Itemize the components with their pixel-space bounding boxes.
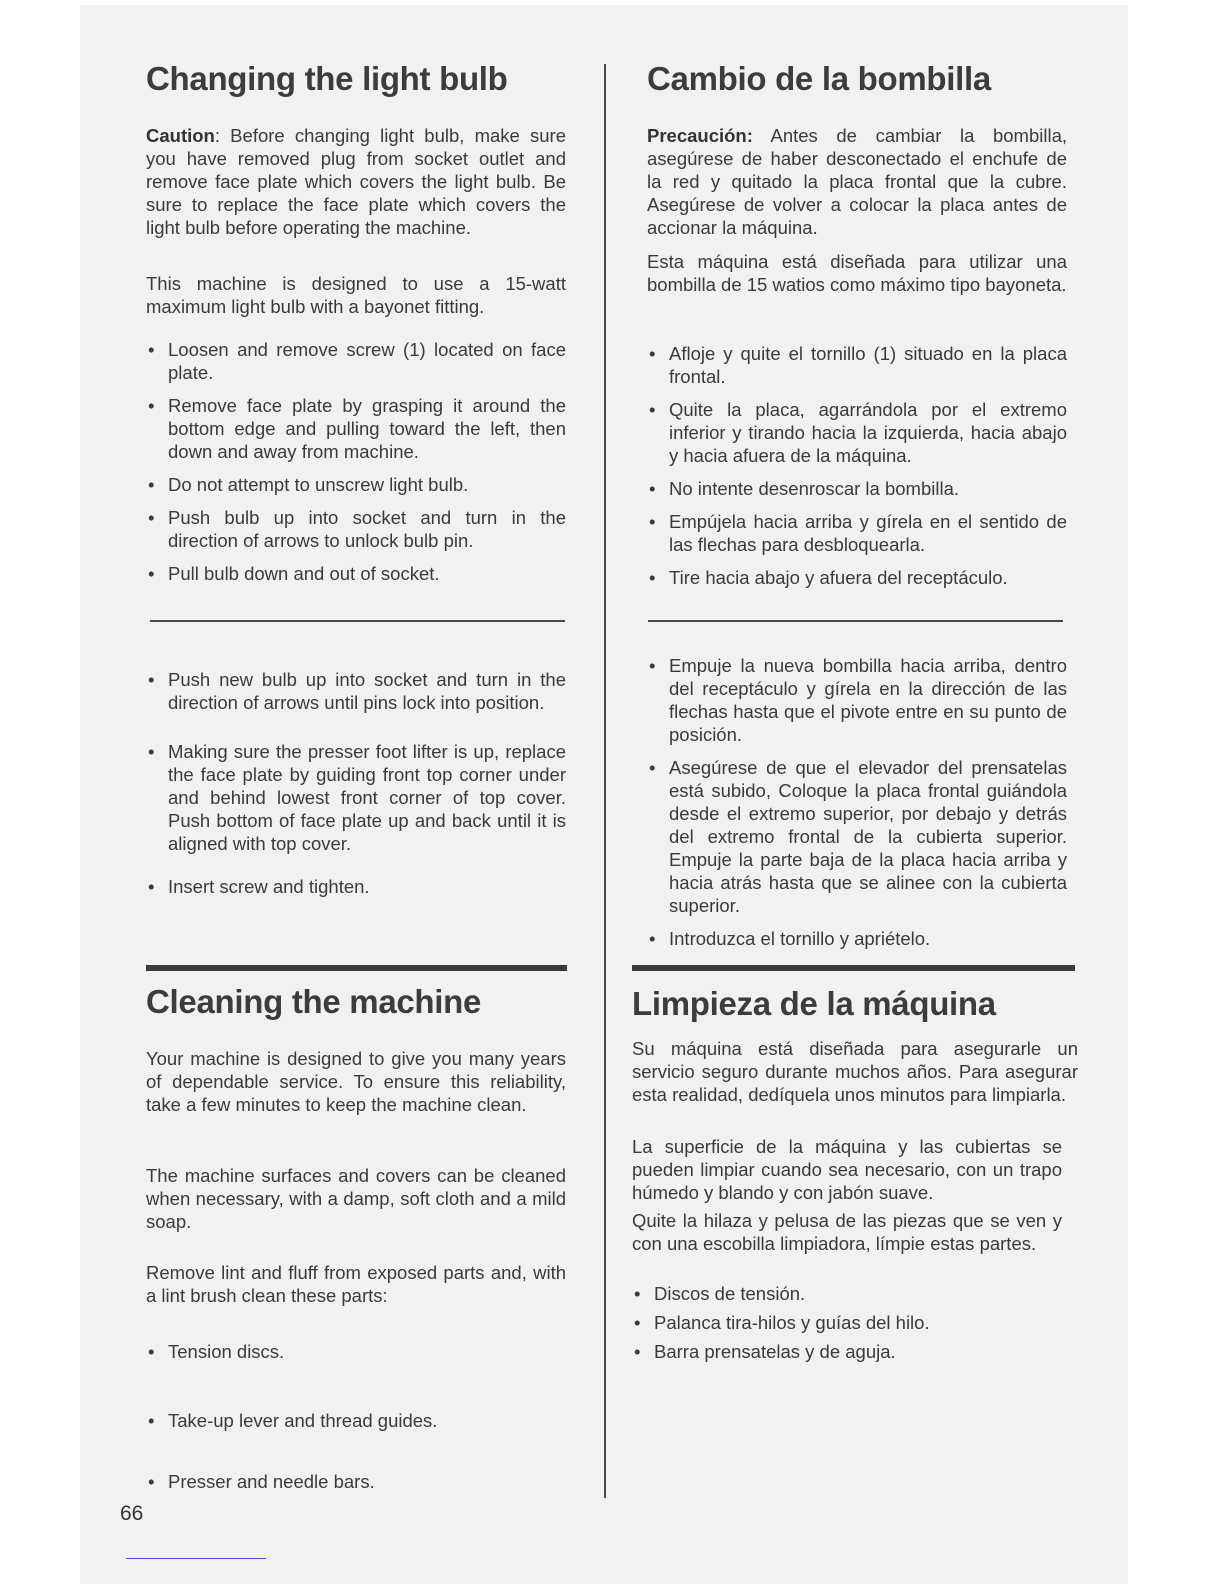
heading-limpieza-maquina: Limpieza de la máquina [632, 985, 996, 1022]
install-steps-list [146, 668, 566, 898]
cleaning-lint-paragraph: Remove lint and fluff from exposed parts and, with a lint brush clean these parts: [146, 1262, 566, 1306]
cleaning-intro-paragraph: Your machine is designed to give you many years of dependable service. To ensure this reliability, take a few minutes to keep the machine clean. [146, 1048, 566, 1115]
list-item: • Push bulb up into socket and turn in the direction of arrows to unlock bulb pin. [146, 506, 566, 552]
precaucion-label: Precaución: [647, 125, 753, 146]
page-number: 66 [120, 1502, 144, 1525]
heading-changing-light-bulb: Changing the light bulb [146, 60, 508, 97]
heading-rule [632, 965, 1075, 971]
list-item: • Palanca tira-hilos y guías del hilo. [632, 1311, 1072, 1334]
list-item: • Quite la placa, agarrándola por el extremo inferior y tirando hacia la izquierda, hacia abajo y hacia afuera de la máquina. [647, 398, 1067, 467]
list-item: • Loosen and remove screw (1) located on face plate. [146, 338, 566, 384]
bulb-spec-paragraph: This machine is designed to use a 15-watt maximum light bulb with a bayonet fitting. [146, 273, 566, 317]
list-item: • Asegúrese de que el elevador del prensatelas está subido, Coloque la placa frontal guiándola desde el extremo superior, por debajo y detrás del extremo frontal de la cubierta superior. Empuje la parte baja de la placa hacia arriba y hacia atrás hasta que se alinee con la cubierta superior. [647, 756, 1067, 917]
list-item: • Presser and needle bars. [146, 1470, 566, 1493]
list-item: • Remove face plate by grasping it around the bottom edge and pulling toward the left, then down and away from machine. [146, 394, 566, 463]
list-item: • Insert screw and tighten. [146, 875, 566, 898]
list-item: • Tire hacia abajo y afuera del receptáculo. [647, 566, 1067, 589]
precaucion-paragraph [647, 124, 1067, 239]
list-item: • Take-up lever and thread guides. [146, 1409, 566, 1432]
list-item: • Barra prensatelas y de aguja. [632, 1340, 1072, 1363]
heading-cambio-bombilla: Cambio de la bombilla [647, 60, 991, 97]
caution-text: : Before changing light bulb, make sure you have removed plug from socket outlet and remove face plate which covers the light bulb. Be sure to replace the face plate which covers the light bulb before operating the machine. [146, 125, 566, 238]
list-item: • Empuje la nueva bombilla hacia arriba, dentro del receptáculo y gírela en la dirección de las flechas hasta que el pivote entre en su punto de posición. [647, 654, 1067, 746]
list-item: • Do not attempt to unscrew light bulb. [146, 473, 566, 496]
list-item: • Pull bulb down and out of socket. [146, 562, 566, 585]
column-divider [604, 64, 606, 1498]
limpieza-superficie-paragraph: La superficie de la máquina y las cubiertas se pueden limpiar cuando sea necesario, con un trapo húmedo y blando y con jabón suave. [632, 1136, 1062, 1203]
heading-cleaning-machine: Cleaning the machine [146, 983, 482, 1020]
limpieza-pelusa-paragraph: Quite la hilaza y pelusa de las piezas que se ven y con una escobilla limpiadora, límpie estas partes. [632, 1210, 1062, 1254]
list-item: • Tension discs. [146, 1340, 566, 1363]
list-item: • Empújela hacia arriba y gírela en el sentido de las flechas para desbloquearla. [647, 510, 1067, 556]
list-item: • Making sure the presser foot lifter is up, replace the face plate by guiding front top corner under and behind lowest front corner of top cover. Push bottom of face plate up and back until it is aligned with top cover. [146, 740, 566, 855]
limpieza-partes-list [632, 1282, 1072, 1363]
list-item: • No intente desenroscar la bombilla. [647, 477, 1067, 500]
cleaning-surfaces-paragraph: The machine surfaces and covers can be cleaned when necessary, with a damp, soft cloth and a mild soap. [146, 1165, 566, 1232]
cleaning-parts-list [146, 1340, 566, 1493]
limpieza-intro-paragraph: Su máquina está diseñada para asegurarle un servicio seguro durante muchos años. Para asegurar esta realidad, dedíquela unos minutos para limpiarla. [632, 1038, 1078, 1105]
bombilla-spec-paragraph: Esta máquina está diseñada para utilizar una bombilla de 15 watios como máximo tipo bayoneta. [647, 251, 1067, 295]
section-divider [648, 620, 1063, 622]
list-item: • Push new bulb up into socket and turn in the direction of arrows until pins lock into position. [146, 668, 566, 714]
section-divider [150, 620, 565, 622]
list-item: • Afloje y quite el tornillo (1) situado en la placa frontal. [647, 342, 1067, 388]
heading-rule [146, 965, 567, 971]
removal-steps-list [146, 338, 566, 585]
list-item: • Introduzca el tornillo y apriételo. [647, 927, 1067, 950]
caution-paragraph [146, 124, 566, 239]
caution-label: Caution [146, 125, 215, 146]
list-item: • Discos de tensión. [632, 1282, 1072, 1305]
pasos-retirar-list [647, 342, 1067, 589]
precaucion-text: Antes de cambiar la bombilla, asegúrese de haber desconectado el enchufe de la red y quitado la placa frontal que la cubre. Asegúrese de volver a colocar la placa antes de accionar la máquina. [647, 125, 1067, 238]
bottom-underline [126, 1558, 266, 1559]
pasos-colocar-list [647, 654, 1067, 950]
